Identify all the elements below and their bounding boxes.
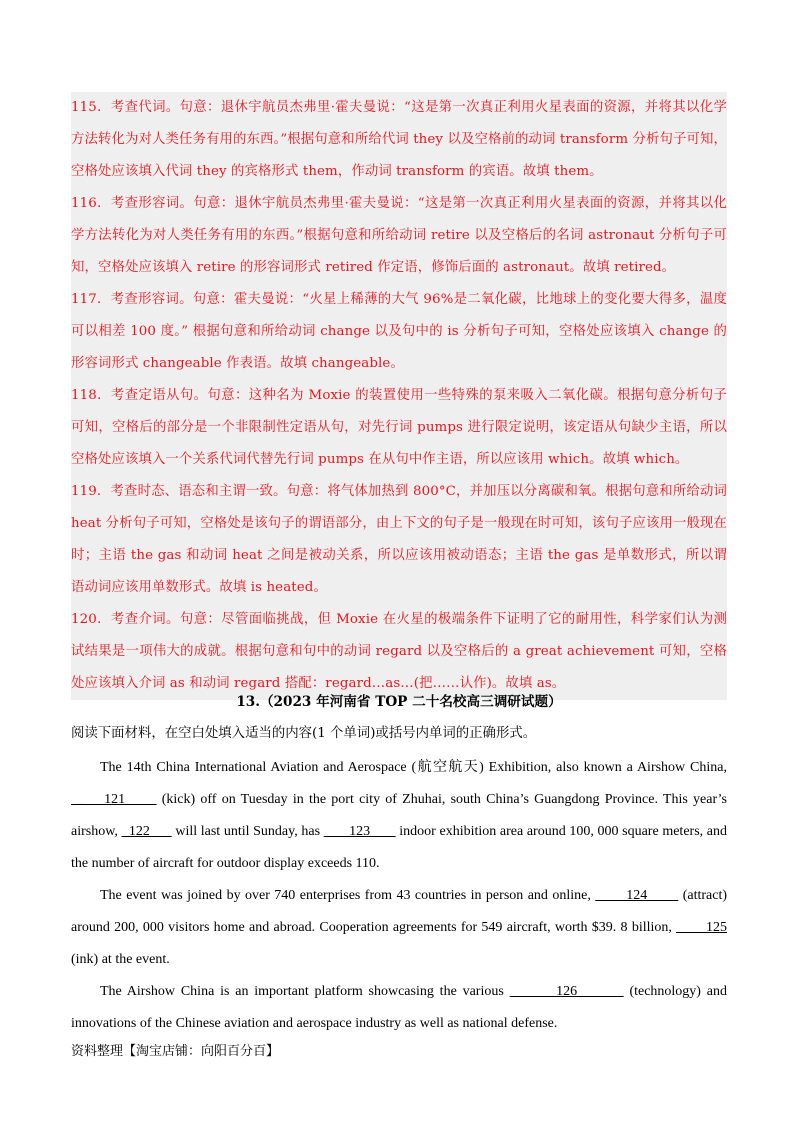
section-title: 13.（2023 年河南省 TOP 二十名校高三调研试题） — [236, 694, 562, 710]
footer-source: 资料整理【淘宝店铺：向阳百分百】 — [71, 1044, 280, 1059]
answer-117: 117．考查形容词。句意：霍夫曼说：“火星上稀薄的大气 96%是二氧化碳，比地球上的变化要大得多，温度可以相差 100 度。” 根据句意和所给动词 change 以及句中的 is 分析句子可知，空格处应该填入 change 的形容词形式 changeable 作表语。故填 changeable。 — [71, 292, 727, 371]
blank-124: 124 — [595, 888, 679, 903]
blank-121: _ 121 — [71, 792, 157, 807]
answer-116: 116．考查形容词。句意：退休宇航员杰弗里·霍夫曼说：“这是第一次真正利用火星表面的资源，并将其以化学方法转化为对人类任务有用的东西。”根据句意和所给动词 retire 以及空格后的名词 astronaut 分析句子可知，空格处应该填入 retire 的形容词形式 retired 作定语，修饰后面的 astronaut。故填 retired。 — [71, 196, 727, 275]
answer-115: 115．考查代词。句意：退休宇航员杰弗里·霍夫曼说：“这是第一次真正利用火星表面的资源，并将其以化学方法转化为对人类任务有用的东西。”根据句意和所给代词 they 以及空格前的动词 transform 分析句子可知，空格处应该填入代词 they 的宾格形式 them，作动词 transform 的宾语。故填 them。 — [71, 100, 727, 179]
answer-118: 118．考查定语从句。句意：这种名为 Moxie 的装置使用一些特殊的泵来吸入二氧化碳。根据句意分析句子可知，空格后的部分是一个非限制性定语从句，对先行词 pumps 进行限定说明，该定语从句缺少主语，所以空格处应该填入一个关系代词代替先行词 pumps 在从句中作主语，所以应该用 which。故填 which。 — [71, 388, 727, 467]
passage-text: (ink) at the event. — [71, 952, 170, 967]
passage-text: indoor exhibition area around 100, 000 square meters, and the number of aircraft for outdoor display exceeds 110. — [71, 824, 727, 871]
passage-text: The 14th China International Aviation and Aerospace (航空航天) Exhibition, also known a Airshow China, — [100, 760, 727, 775]
answer-120: 120．考查介词。句意：尽管面临挑战，但 Moxie 在火星的极端条件下证明了它的耐用性，科学家们认为测试结果是一项伟大的成就。根据句意和句中的动词 regard 以及空格后的 a great achievement 可知，空格处应该填入介词 as 和动词 regard 搭配：regard…as…(把……认作)。故填 as。 — [71, 612, 727, 691]
passage-text: The Airshow China is an important platform showcasing the various — [100, 984, 510, 999]
passage-text: The event was joined by over 740 enterprises from 43 countries in person and online, — [100, 888, 596, 903]
blank-126: 126 — [509, 984, 624, 999]
passage-paragraph-2 — [71, 880, 727, 976]
answer-explanations — [71, 92, 727, 700]
reading-passage — [71, 752, 727, 1040]
blank-123: 123 — [323, 824, 396, 839]
passage-paragraph-3 — [71, 976, 727, 1040]
passage-paragraph-1 — [71, 752, 727, 880]
passage-text: (technology) and innovations of the Chinese aviation and aerospace industry as well as national defense. — [71, 984, 727, 1031]
passage-text: will last until Sunday, has — [171, 824, 324, 839]
passage-text: (kick) off on Tuesday in the port city of Zhuhai, south China’s Guangdong Province. This year’s airshow, — [71, 792, 728, 839]
blank-125: 125 — [676, 920, 728, 935]
answer-119: 119．考查时态、语态和主谓一致。句意：将气体加热到 800°C，并加压以分离碳和氧。根据句意和所给动词 heat 分析句子可知，空格处是该句子的谓语部分，由上下文的句子是一般现在时可知，该句子应该用一般现在时；主语 the gas 和动词 heat 之间是被动关系，所以应该用被动语态；主语 the gas 是单数形式，所以谓语动词应该用单数形式。故填 is heated。 — [71, 484, 727, 595]
blank-122: 122 — [121, 824, 172, 839]
passage-text: (attract) around 200, 000 visitors home and abroad. Cooperation agreements for 549 aircraft, worth $39. 8 billion, — [71, 888, 728, 935]
instruction: 阅读下面材料，在空白处填入适当的内容(1 个单词)或括号内单词的正确形式。 — [71, 726, 537, 741]
